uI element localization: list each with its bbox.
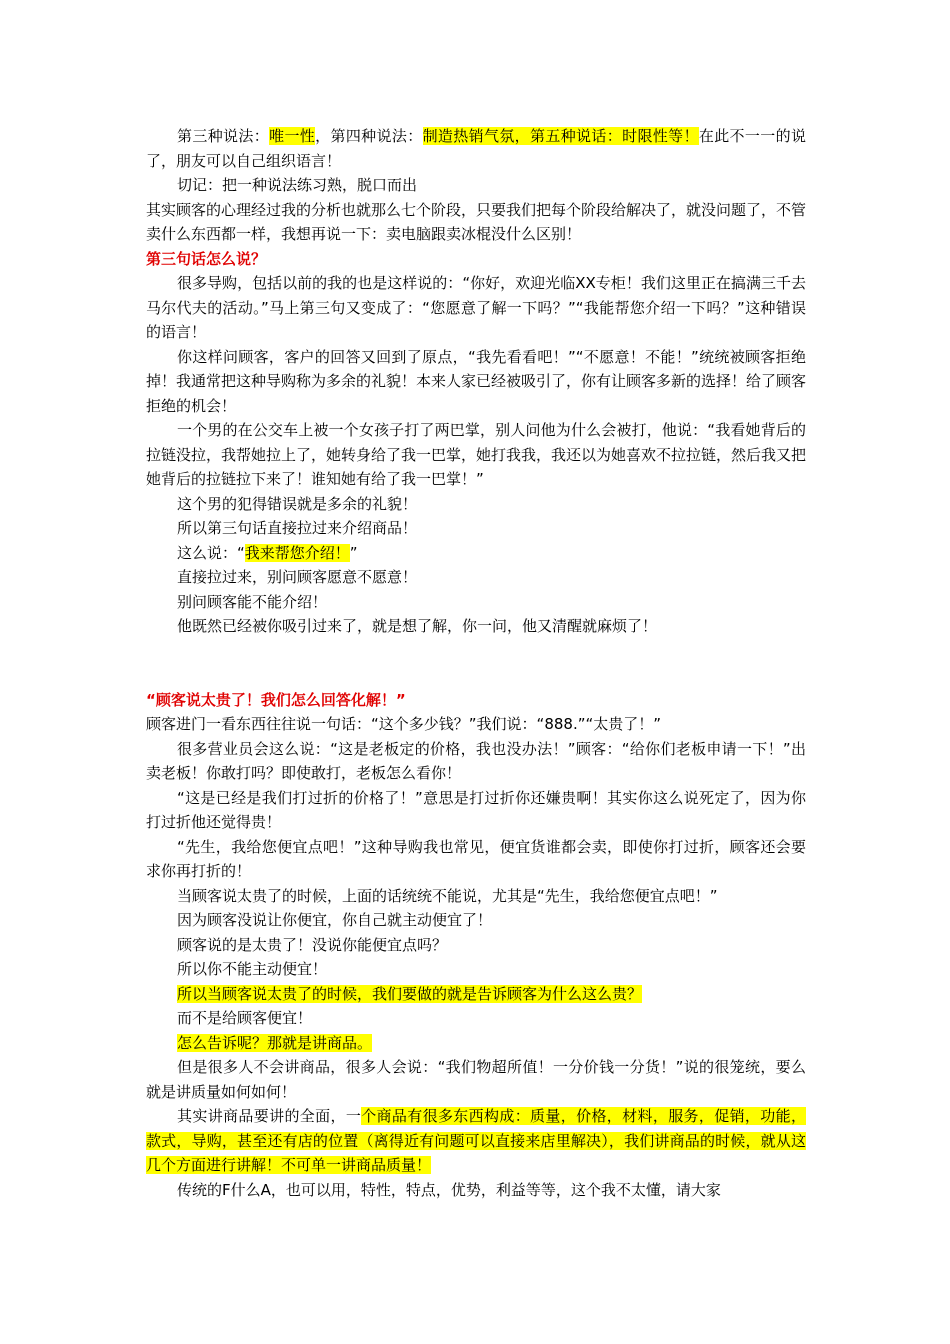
heading-too-expensive: “顾客说太贵了！我们怎么回答化解！” <box>146 690 406 709</box>
highlight-product-aspects: 个商品有很多东西构成：质量，价格，材料，服务，促销，功能，款式，导购，甚至还有店的位置（离得近有问题可以直接来店里解决），我们讲商品的时候，就从这几个方面进行讲解！不可单一讲商品质量！ <box>146 1107 806 1174</box>
highlight-tell-why: 所以当顾客说太贵了的时候，我们要做的就是告诉顾客为什么这么贵？ <box>177 984 643 1003</box>
paragraph-many-guides: 很多导购，包括以前的我的也是这样说的：“你好，欢迎光临XX专柜！我们这里正在搞满三千去马尔代夫的活动。”马上第三句又变成了：“您愿意了解一下吗？”“我能帮您介绍一下吗？”这种错误的语言！ <box>146 274 806 341</box>
paragraph-tell-why <box>146 982 806 1007</box>
paragraph-no-discount: 所以你不能主动便宜！ <box>177 960 328 978</box>
paragraph-vague: 但是很多人不会讲商品，很多人会说：“我们物超所值！一分价钱一分货！”说的很笼统，要么就是讲质量如何如何！ <box>146 1058 806 1101</box>
paragraph-bus-story: 一个男的在公交车上被一个女孩子打了两巴掌，别人问他为什么会被打，他说：“我看她背后的拉链没拉，我帮她拉上了，她转身给了我一巴掌，她打我我，我还以为她喜欢不拉拉链，然后我又把她背后的拉链拉下来了！谁知她有给了我一巴掌！” <box>146 421 807 488</box>
highlight-talk-product: 怎么告诉呢？那就是讲商品。 <box>177 1033 373 1052</box>
paragraph-attracted: 他既然已经被你吸引过来了，就是想了解，你一问，他又清醒就麻烦了！ <box>177 617 658 635</box>
paragraph-boss-price: 很多营业员会这么说：“这是老板定的价格，我也没办法！”顾客：“给你们老板申请一下！”出卖老板！你敢打吗？即使敢打，老板怎么看你！ <box>146 739 806 782</box>
text: ，第四种说法： <box>315 127 423 145</box>
text: ” <box>349 543 358 562</box>
paragraph-comprehensive <box>146 1104 806 1178</box>
paragraph-third-sentence: 所以第三句话直接拉过来介绍商品！ <box>177 519 418 537</box>
paragraph-five-pitches <box>146 124 806 173</box>
paragraph-discounted: “这是已经是我们打过折的价格了！”意思是打过折你还嫌贵啊！其实你这么说死定了，因为你打过折他还觉得贵！ <box>146 788 806 831</box>
paragraph-customer-said: 顾客说的是太贵了！没说你能便宜点吗？ <box>177 935 448 954</box>
highlight-uniqueness: 唯一性 <box>269 127 316 145</box>
paragraph-seven-stages: 其实顾客的心理经过我的分析也就那么七个阶段，只要我们把每个阶段给解决了，就没问题了，不管卖什么东西都一样，我想再说一下：卖电脑跟卖冰棍没什么区别！ <box>146 200 807 243</box>
paragraph-not-asked: 因为顾客没说让你便宜，你自己就主动便宜了！ <box>177 911 493 929</box>
paragraph-fab: 传统的F什么A，也可以用，特性，特点，优势，利益等等，这个我不太懂，请大家 <box>177 1180 721 1199</box>
text: 在此不一一的说了，朋友可以自己组织语言！ <box>146 127 806 170</box>
paragraph-not-cheaper: 而不是给顾客便宜！ <box>177 1009 313 1027</box>
paragraph-mistake: 这个男的犯得错误就是多余的礼貌！ <box>177 494 418 513</box>
text: 这么说：“ <box>177 543 245 562</box>
paragraph-remember: 切记：把一种说法练习熟，脱口而出 <box>177 176 418 194</box>
paragraph-say-this <box>146 541 806 566</box>
highlight-introduce: 我来帮您介绍！ <box>244 543 350 562</box>
paragraph-how-tell <box>146 1031 806 1056</box>
paragraph-customer-asks: 顾客进门一看东西往往说一句话：“这个多少钱？”我们说：“888.”“太贵了！” <box>146 715 662 733</box>
heading-third-sentence: 第三句话怎么说？ <box>146 249 267 268</box>
text: 其实讲商品要讲的全面，一 <box>177 1107 362 1125</box>
paragraph-dont-ask: 别问顾客能不能介绍！ <box>177 592 328 611</box>
highlight-hot-sale: 制造热销气氛，第五种说话：时限性等！ <box>422 127 699 145</box>
paragraph-cannot-say: 当顾客说太贵了的时候，上面的话统统不能说，尤其是“先生，我给您便宜点吧！” <box>177 886 718 905</box>
paragraph-pull-directly: 直接拉过来，别问顾客愿意不愿意！ <box>177 568 418 586</box>
paragraph-ask-customer: 你这样问顾客，客户的回答又回到了原点，“我先看看吧！”“不愿意！不能！”统统被顾客拒绝掉！我通常把这种导购称为多余的礼貌！本来人家已经被吸引了，你有让顾客多新的选择！给了顾客拒绝的机会！ <box>146 347 807 415</box>
paragraph-cheaper: “先生，我给您便宜点吧！”这种导购我也常见，便宜货谁都会卖，即使你打过折，顾客还会要求你再打折的！ <box>146 837 806 880</box>
spacer <box>146 639 806 688</box>
text: 第三种说法： <box>177 127 270 145</box>
document-page <box>146 124 806 1202</box>
